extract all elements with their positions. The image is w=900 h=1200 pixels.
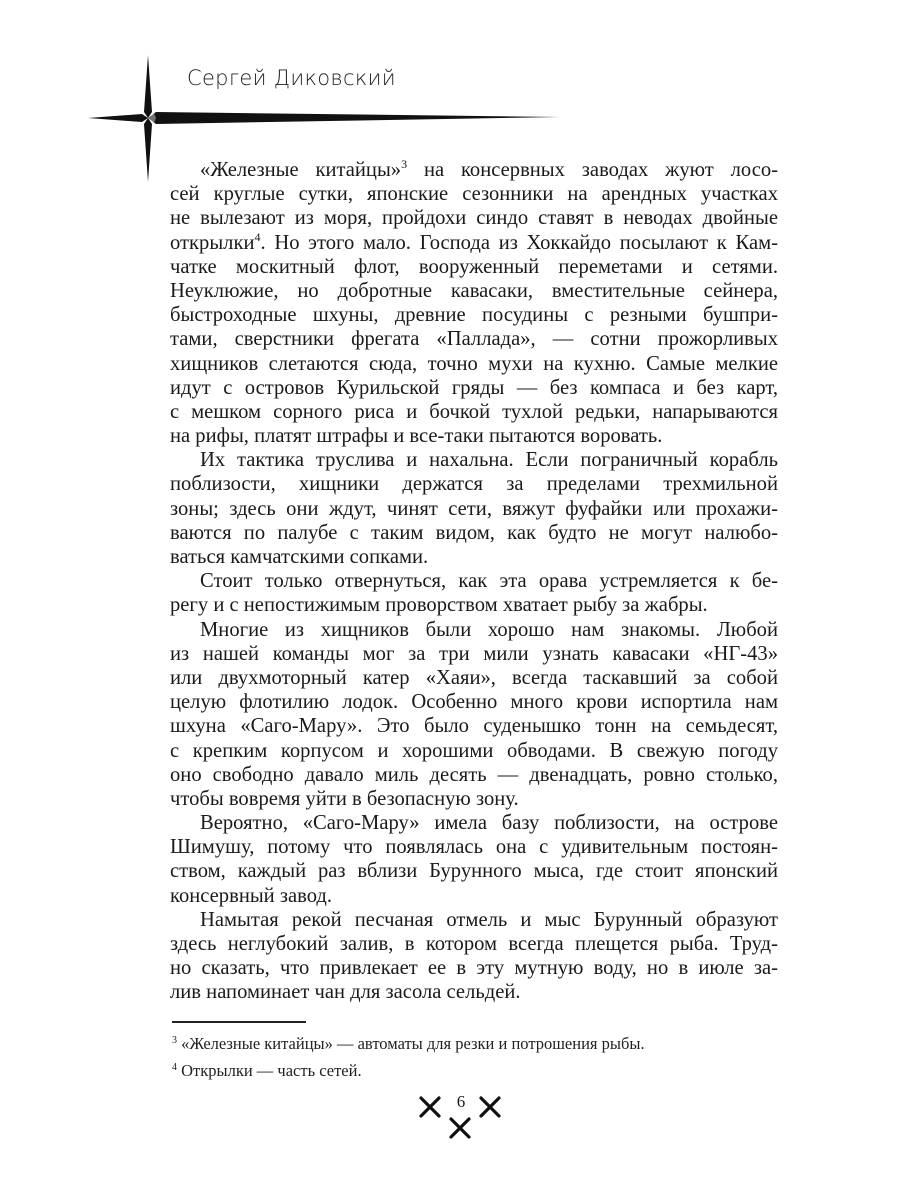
footnote-4 [172,1061,362,1081]
cross-icon [451,1119,469,1137]
footnote-text: «Железные китайцы» — автоматы для резки и потрошения рыбы. [181,1034,645,1053]
footnote-mark: 4 [172,1062,177,1073]
text-segment: ваются по палубе с таким видом, как будто не могут налюбо- [170,521,778,544]
text-segment: Вероятно, «Саго-Мару» имела базу поблизости, на острове [200,812,778,835]
footnote-rule [172,1021,306,1023]
text-line [170,908,778,932]
text-segment: или двухмоторный катер «Хаяи», всегда таскавший за собой [170,666,778,689]
text-line [170,376,778,400]
text-segment: ством, каждый раз вблизи Бурунного мыса, где стоит японский [170,860,778,883]
footnote-reference: 4 [254,229,261,244]
text-line [170,158,778,182]
text-line [170,448,778,472]
text-segment: Их тактика труслива и нахальна. Если пограничный корабль [200,449,778,472]
text-line [170,666,778,690]
footnote-text: Открылки — часть сетей. [181,1061,362,1080]
text-line [170,593,778,617]
text-segment: зоны; здесь они ждут, чинят сети, вяжут фуфайки или прохажи- [170,497,778,520]
text-line [170,206,778,230]
text-line [170,327,778,351]
text-line [170,279,778,303]
text-segment: идут с островов Курильской гряды — без компаса и без карт, [170,376,778,399]
text-segment: поблизости, хищники держатся за пределами трехмильной [170,473,778,496]
text-segment: Многие из хищников были хорошо нам знакомы. Любой [200,618,778,641]
text-segment: на консервных заводах жуют лосо- [407,159,778,181]
text-line [170,545,778,569]
text-segment: хищников слетаются сюда, точно мухи на кухню. Самые мелкие [170,352,778,375]
page-number: 6 [456,1092,466,1111]
text-line [170,182,778,206]
text-segment: шхуна «Саго-Мару». Это было суденышко тонн на семьдесят, [170,715,778,738]
text-segment: консервный завод. [170,884,333,907]
text-segment: здесь неглубокий залив, в котором всегда плещется рыба. Труд- [170,933,778,955]
text-segment: «Железные китайцы» [200,159,402,181]
text-segment: чтобы вовремя уйти в безопасную зону. [170,787,519,810]
text-line [170,690,778,714]
text-segment: Стоит только отвернуться, как эта орава устремляется к бе- [200,570,778,593]
text-line [170,980,778,1004]
footnote-3 [172,1034,645,1054]
text-line [170,956,778,980]
running-header-author: Сергей Диковский [187,66,396,90]
footnote-mark: 3 [172,1035,177,1046]
text-line [170,569,778,593]
text-segment: быстроходные шхуны, древние посудины с резными бушпри- [170,304,778,327]
text-segment: целую флотилию лодок. Особенно много крови испортила нам [170,691,778,714]
text-segment: с крепким корпусом и хорошими обводами. В свежую погоду [170,739,778,762]
text-line [170,255,778,279]
text-segment: не вылезают из моря, пройдохи синдо ставят в неводах двойные [170,207,778,230]
text-line [170,424,778,448]
text-line [170,231,778,255]
text-line [170,763,778,787]
text-line [170,932,778,956]
text-segment: открылки [170,231,255,254]
text-line [170,618,778,642]
text-line [170,859,778,883]
text-segment: ваться камчатскими сопками. [170,546,429,568]
footnote-reference: 3 [401,157,408,171]
text-segment: Шимушу, потому что появлялась она с удивительным постоян- [170,836,778,859]
text-segment: но сказать, что привлекает ее в эту мутную воду, но в июле за- [170,957,778,980]
text-line [170,472,778,496]
text-segment: . Но этого мало. Господа из Хоккайдо посылают к Кам- [260,231,778,254]
text-segment: чатке москитный флот, вооруженный переметами и сетями. [170,255,778,278]
text-segment: лив напоминает чан для засола сельдей. [170,981,521,1004]
text-line [170,400,778,424]
cross-icon [421,1098,439,1116]
text-line [170,521,778,545]
text-segment: из нашей команды мог за три мили узнать кавасаки «НГ-43» [170,642,778,665]
text-segment: на рифы, платят штрафы и все-таки пытаются воровать. [170,425,663,448]
text-line [170,811,778,835]
text-line [170,835,778,859]
body-text [170,158,778,1005]
text-line [170,497,778,521]
text-segment: регу и с непостижимым проворством хватает рыбу за жабры. [170,594,708,617]
text-segment: Намытая рекой песчаная отмель и мыс Бурунный образуют [200,908,778,931]
text-segment: сей круглые сутки, японские сезонники на арендных участках [170,183,778,206]
cross-icon [481,1098,499,1116]
text-line [170,352,778,376]
text-segment: тами, сверстники фрегата «Паллада», — сотни прожорливых [170,328,778,351]
text-segment: оно свободно давало миль десять — двенадцать, ровно столько, [170,763,778,786]
text-line [170,714,778,738]
text-line [170,884,778,908]
text-line [170,303,778,327]
text-line [170,642,778,666]
text-segment: Неуклюжие, но добротные кавасаки, вместительные сейнера, [170,279,778,302]
text-line [170,787,778,811]
text-line [170,739,778,763]
text-segment: с мешком сорного риса и бочкой тухлой редьки, напарываются [170,400,778,423]
